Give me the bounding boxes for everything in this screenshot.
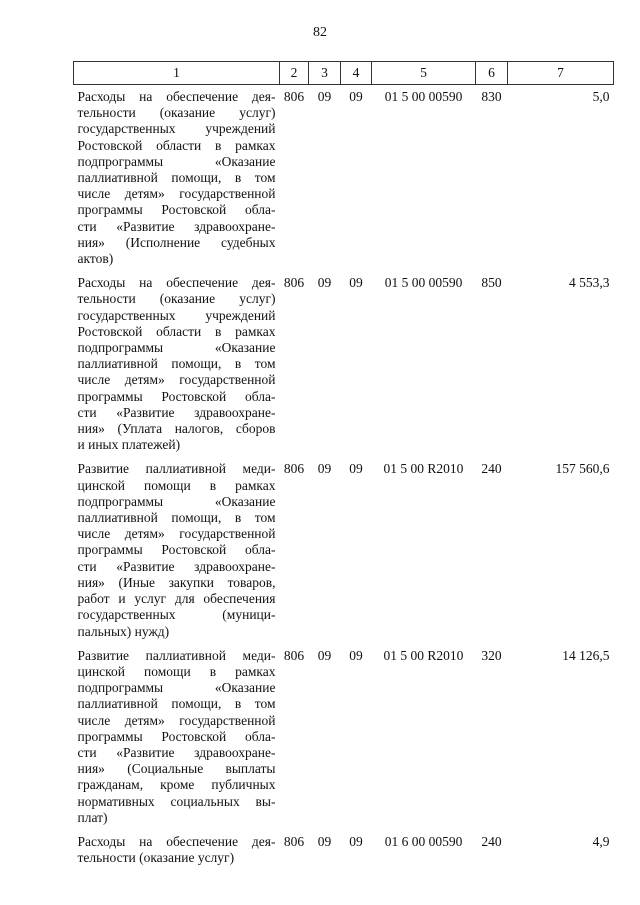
description-line: Ростовской области в рамках xyxy=(77,323,276,339)
description-line: актов) xyxy=(77,251,114,267)
description-line: паллиативной помощи, в том xyxy=(77,356,276,372)
table-body xyxy=(74,85,614,867)
target-article-cell: 01 5 00 00590 xyxy=(384,275,463,291)
section-code-cell: 09 xyxy=(317,833,332,849)
ministry-code-cell: 806 xyxy=(283,833,305,849)
description-line: ния» (Уплата налогов, сборов xyxy=(77,421,276,437)
table-row xyxy=(74,826,614,866)
table-row xyxy=(74,267,614,453)
subsection-code-cell: 09 xyxy=(349,275,363,291)
page-number: 82 xyxy=(313,25,327,40)
description-line: цинской помощи в рамках xyxy=(77,477,276,493)
description-line: числе детям» государственной xyxy=(77,372,276,388)
table-row xyxy=(74,640,614,826)
description-cell xyxy=(74,85,280,268)
amount-cell: 14 126,5 xyxy=(562,647,610,663)
header-col-6: 6 xyxy=(476,62,508,85)
description-cell xyxy=(74,453,280,639)
budget-table xyxy=(73,61,614,866)
ministry-code-cell: 806 xyxy=(283,275,305,291)
expense-type-cell: 830 xyxy=(481,89,502,104)
description-line: Ростовской области в рамках xyxy=(77,137,276,153)
table-header xyxy=(74,62,614,85)
ministry-code-cell: 806 xyxy=(283,461,305,477)
target-article-cell: 01 6 00 00590 xyxy=(384,833,463,849)
section-code-cell: 09 xyxy=(317,89,332,104)
header-col-3: 3 xyxy=(309,62,341,85)
description-line: государственных учреждений xyxy=(77,307,276,323)
section-code-cell: 09 xyxy=(317,275,332,291)
description-line: плат) xyxy=(77,809,108,825)
description-line: числе детям» государственной xyxy=(77,526,276,542)
description-line: подпрограммы «Оказание xyxy=(77,340,276,356)
description-cell xyxy=(74,826,280,866)
description-line: ния» (Исполнение судебных xyxy=(77,234,276,250)
header-col-4: 4 xyxy=(341,62,372,85)
ministry-code-cell: 806 xyxy=(283,647,305,663)
description-line: Расходы на обеспечение дея- xyxy=(77,833,276,849)
expense-type-cell: 320 xyxy=(481,647,502,663)
subsection-code-cell: 09 xyxy=(349,89,363,104)
description-line: подпрограммы «Оказание xyxy=(77,153,276,169)
description-line: паллиативной помощи, в том xyxy=(77,170,276,186)
description-line: Развитие паллиативной меди- xyxy=(77,647,276,663)
description-line: подпрограммы «Оказание xyxy=(77,680,276,696)
description-line: Расходы на обеспечение дея- xyxy=(77,89,276,104)
description-line: сти «Развитие здравоохране- xyxy=(77,218,276,234)
target-article-cell: 01 5 00 00590 xyxy=(384,89,463,104)
subsection-code-cell: 09 xyxy=(349,461,363,477)
description-line: ния» (Иные закупки товаров, xyxy=(77,574,276,590)
description-line: программы Ростовской обла- xyxy=(77,388,276,404)
ministry-code-cell: 806 xyxy=(283,89,305,104)
table-row xyxy=(74,453,614,639)
description-line: сти «Развитие здравоохране- xyxy=(77,558,276,574)
amount-cell: 4,9 xyxy=(592,833,610,849)
table-row xyxy=(74,85,614,268)
description-line: Расходы на обеспечение дея- xyxy=(77,275,276,291)
description-line: паллиативной помощи, в том xyxy=(77,510,276,526)
expense-type-cell: 240 xyxy=(481,833,502,849)
description-line: гражданам, кроме публичных xyxy=(77,777,276,793)
header-col-7: 7 xyxy=(508,62,614,85)
description-line: цинской помощи в рамках xyxy=(77,663,276,679)
target-article-cell: 01 5 00 R2010 xyxy=(383,647,464,663)
description-line: числе детям» государственной xyxy=(77,186,276,202)
description-line: паллиативной помощи, в том xyxy=(77,696,276,712)
description-line: подпрограммы «Оказание xyxy=(77,493,276,509)
description-line: сти «Развитие здравоохране- xyxy=(77,404,276,420)
description-line: тельности (оказание услуг) xyxy=(77,105,276,121)
section-code-cell: 09 xyxy=(317,461,332,477)
description-line: ния» (Социальные выплаты xyxy=(77,761,276,777)
subsection-code-cell: 09 xyxy=(349,647,363,663)
expense-type-cell: 850 xyxy=(481,275,502,291)
description-line: нормативных социальных вы- xyxy=(77,793,276,809)
description-line: сти «Развитие здравоохране- xyxy=(77,744,276,760)
amount-cell: 157 560,6 xyxy=(555,461,610,477)
description-line: тельности (оказание услуг) xyxy=(77,291,276,307)
header-col-2: 2 xyxy=(280,62,309,85)
description-line: программы Ростовской обла- xyxy=(77,542,276,558)
subsection-code-cell: 09 xyxy=(349,833,363,849)
expense-type-cell: 240 xyxy=(481,461,502,477)
header-col-1: 1 xyxy=(74,62,280,85)
amount-cell: 5,0 xyxy=(592,89,610,104)
description-line: и иных платежей) xyxy=(77,437,181,453)
description-line: государственных учреждений xyxy=(77,121,276,137)
description-line: тельности (оказание услуг) xyxy=(77,850,235,866)
description-line: программы Ростовской обла- xyxy=(77,728,276,744)
target-article-cell: 01 5 00 R2010 xyxy=(383,461,464,477)
amount-cell: 4 553,3 xyxy=(569,275,610,291)
description-line: работ и услуг для обеспечения xyxy=(77,591,276,607)
section-code-cell: 09 xyxy=(317,647,332,663)
description-cell xyxy=(74,267,280,453)
description-line: пальных) нужд) xyxy=(77,623,170,639)
description-line: Развитие паллиативной меди- xyxy=(77,461,276,477)
header-row xyxy=(74,62,614,85)
description-line: программы Ростовской обла- xyxy=(77,202,276,218)
description-cell xyxy=(74,640,280,826)
header-col-5: 5 xyxy=(372,62,476,85)
description-line: государственных (муници- xyxy=(77,607,276,623)
description-line: числе детям» государственной xyxy=(77,712,276,728)
